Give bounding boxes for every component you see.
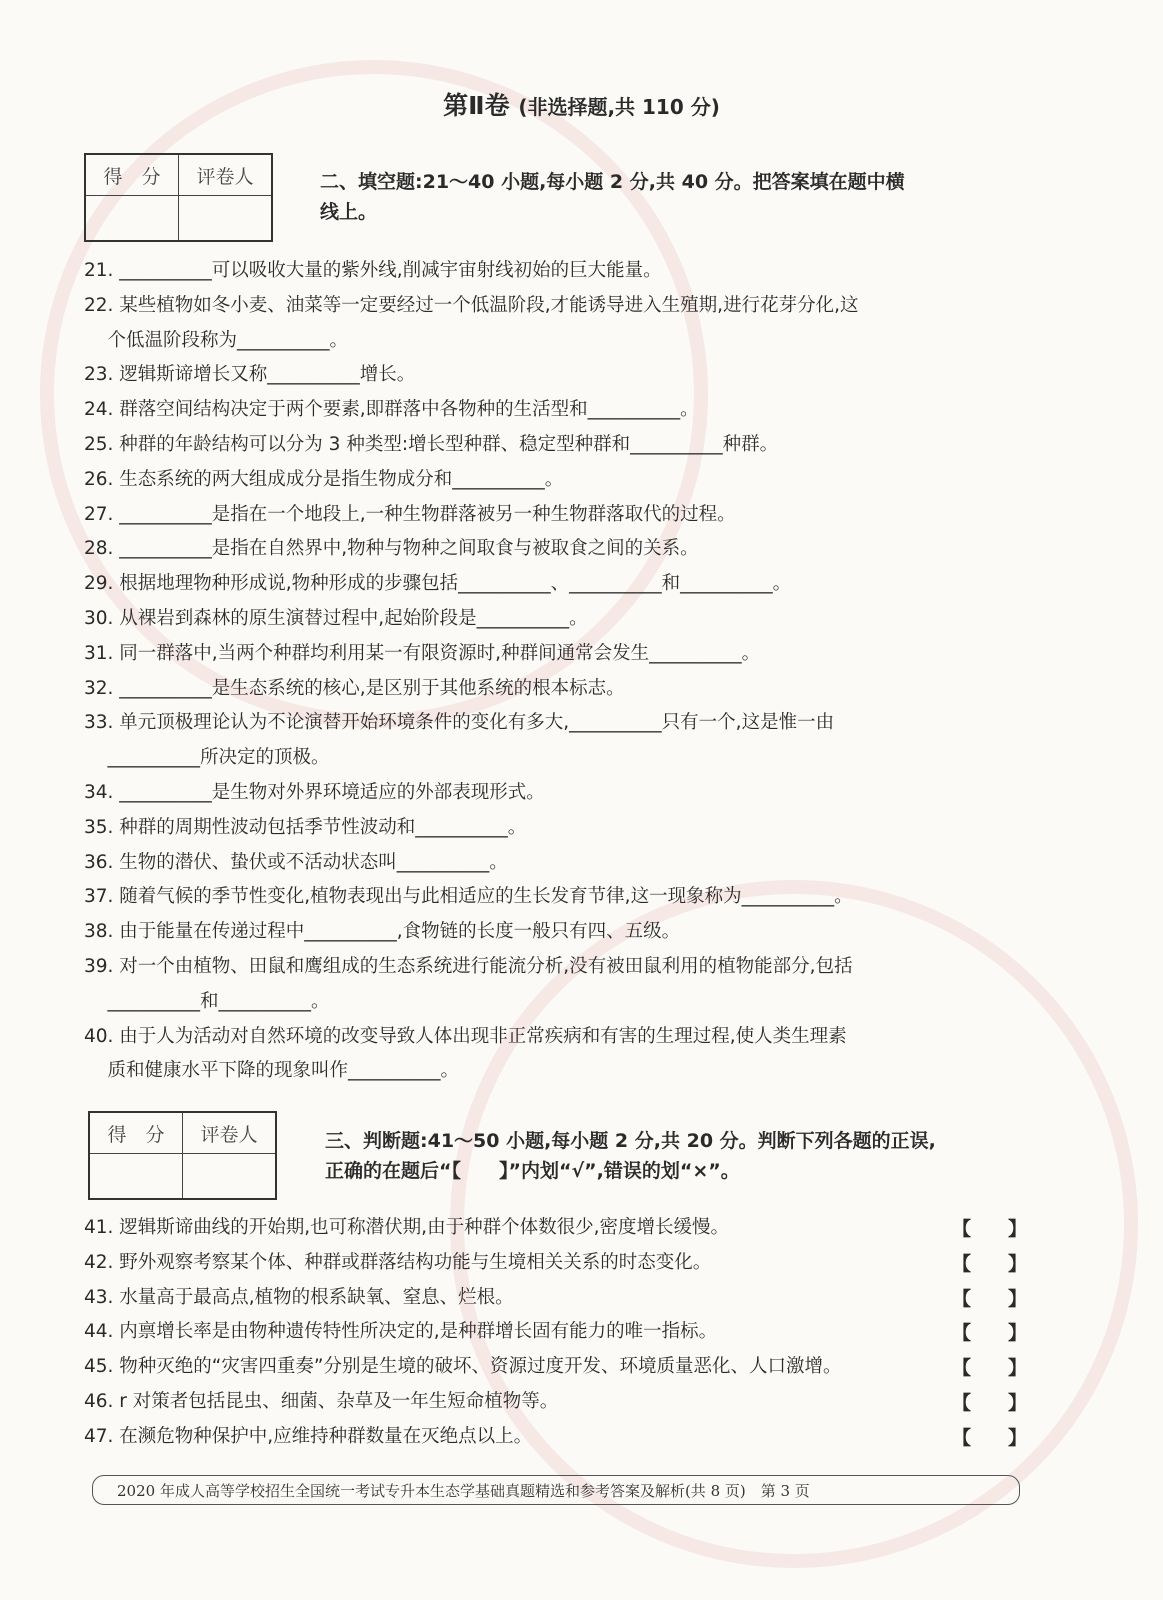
answer-bracket-close[interactable]: 】 (1008, 1357, 1028, 1380)
answer-bracket-close[interactable]: 】 (1008, 1218, 1028, 1240)
answer-bracket-close[interactable]: 】 (1008, 1252, 1028, 1275)
section3-heading (325, 1126, 936, 1186)
answer-bracket-open[interactable]: 【 (952, 1218, 972, 1240)
section2-heading (320, 167, 905, 227)
judgment-question: 47. 在濒危物种保护中,应维持种群数量在灭绝点以上。 (84, 1425, 533, 1447)
question-line: 37. 随着气候的季节性变化,植物表现出与此相适应的生长发育节律,这一现象称为__________。 (84, 886, 853, 908)
question-line: 25. 种群的年龄结构可以分为 3 种类型:增长型种群、稳定型种群和__________种群。 (84, 434, 779, 455)
answer-bracket-open[interactable]: 【 (952, 1252, 972, 1275)
answer-bracket-close[interactable]: 】 (1008, 1287, 1028, 1310)
question-line: 21. __________可以吸收大量的紫外线,削减宇宙射线初始的巨大能量。 (84, 260, 662, 281)
question-line: 39. 对一个由植物、田鼠和鹰组成的生态系统进行能流分析,没有被田鼠利用的植物能部分,包括 (84, 956, 853, 977)
grader-label: 评卷人 (179, 154, 273, 196)
heading-line: 正确的在题后“【 】”内划“√”,错误的划“×”。 (325, 1160, 740, 1182)
question-line: 质和健康水平下降的现象叫作__________。 (84, 1060, 460, 1082)
question-line: __________和__________。 (84, 990, 330, 1012)
judgment-question: 45. 物种灭绝的“灾害四重奏”分别是生境的破坏、资源过度开发、环境质量恶化、人口激增。 (84, 1356, 842, 1378)
heading-line: 三、判断题:41～50 小题,每小题 2 分,共 20 分。判断下列各题的正误, (325, 1130, 936, 1152)
question-line: 23. 逻辑斯谛增长又称__________增长。 (84, 364, 416, 386)
title-sub: (非选择题,共 110 分) (518, 95, 720, 119)
answer-bracket-open[interactable]: 【 (952, 1426, 972, 1449)
judgment-question: 44. 内禀增长率是由物种遗传特性所决定的,是种群增长固有能力的唯一指标。 (84, 1321, 718, 1343)
question-line: __________所决定的顶极。 (84, 747, 330, 769)
judgment-question: 46. r 对策者包括昆虫、细菌、杂草及一年生短命植物等。 (84, 1391, 559, 1412)
answer-bracket-open[interactable]: 【 (952, 1392, 972, 1414)
answer-bracket-open[interactable]: 【 (952, 1287, 972, 1310)
question-line: 36. 生物的潜伏、蛰伏或不活动状态叫__________。 (84, 851, 508, 873)
judgment-question: 41. 逻辑斯谛曲线的开始期,也可称潜伏期,由于种群个体数很少,密度增长缓慢。 (84, 1217, 729, 1238)
question-line: 26. 生态系统的两大组成成分是指生物成分和__________。 (84, 468, 564, 490)
question-line: 32. __________是生态系统的核心,是区别于其他系统的根本标志。 (84, 677, 625, 699)
question-line: 29. 根据地理物种形成说,物种形成的步骤包括__________、__________和__________。 (84, 573, 792, 595)
score-cell[interactable] (85, 196, 179, 242)
score-table-section2 (84, 153, 273, 242)
answer-bracket-close[interactable]: 】 (1008, 1322, 1028, 1345)
question-line: 22. 某些植物如冬小麦、油菜等一定要经过一个低温阶段,才能诱导进入生殖期,进行花芽分化,这 (84, 294, 859, 316)
answer-bracket-close[interactable]: 】 (1008, 1392, 1028, 1414)
question-line: 27. __________是指在一个地段上,一种生物群落被另一种生物群落取代的过程。 (84, 503, 736, 525)
page-footer: 2020 年成人高等学校招生全国统一考试专升本生态学基础真题精选和参考答案及解析(共 8 页) 第 3 页 (92, 1475, 1020, 1505)
question-line: 28. __________是指在自然界中,物种与物种之间取食与被取食之间的关系。 (84, 538, 699, 560)
question-line: 31. 同一群落中,当两个种群均利用某一有限资源时,种群间通常会发生__________。 (84, 642, 761, 664)
grader-cell[interactable] (179, 196, 273, 242)
question-line: 35. 种群的周期性波动包括季节性波动和__________。 (84, 816, 527, 838)
question-line: 个低温阶段称为__________。 (84, 329, 349, 351)
grader-label: 评卷人 (183, 1112, 277, 1154)
judgment-question: 42. 野外观察考察某个体、种群或群落结构功能与生境相关关系的时态变化。 (84, 1251, 712, 1273)
question-line: 38. 由于能量在传递过程中__________,食物链的长度一般只有四、五级。 (84, 921, 681, 943)
question-line: 34. __________是生物对外界环境适应的外部表现形式。 (84, 782, 545, 803)
score-cell[interactable] (89, 1154, 183, 1200)
judgment-question: 43. 水量高于最高点,植物的根系缺氧、窒息、烂根。 (84, 1286, 514, 1308)
page-title (0, 86, 1163, 122)
score-label: 得 分 (89, 1112, 183, 1154)
answer-bracket-open[interactable]: 【 (952, 1322, 972, 1345)
answer-bracket-open[interactable]: 【 (952, 1357, 972, 1380)
question-line: 40. 由于人为活动对自然环境的改变导致人体出现非正常疾病和有害的生理过程,使人类生理素 (84, 1025, 847, 1047)
title-main: 第Ⅱ卷 (443, 91, 510, 120)
heading-line: 线上。 (320, 201, 378, 223)
score-table-section3 (88, 1111, 277, 1200)
question-line: 24. 群落空间结构决定于两个要素,即群落中各物种的生活型和__________。 (84, 399, 699, 421)
grader-cell[interactable] (183, 1154, 277, 1200)
heading-line: 二、填空题:21～40 小题,每小题 2 分,共 40 分。把答案填在题中横 (320, 171, 905, 193)
question-line: 33. 单元顶极理论认为不论演替开始环境条件的变化有多大,__________只有一个,这是惟一由 (84, 712, 835, 734)
score-label: 得 分 (85, 154, 179, 196)
answer-bracket-close[interactable]: 】 (1008, 1426, 1028, 1449)
question-line: 30. 从裸岩到森林的原生演替过程中,起始阶段是__________。 (84, 608, 588, 629)
